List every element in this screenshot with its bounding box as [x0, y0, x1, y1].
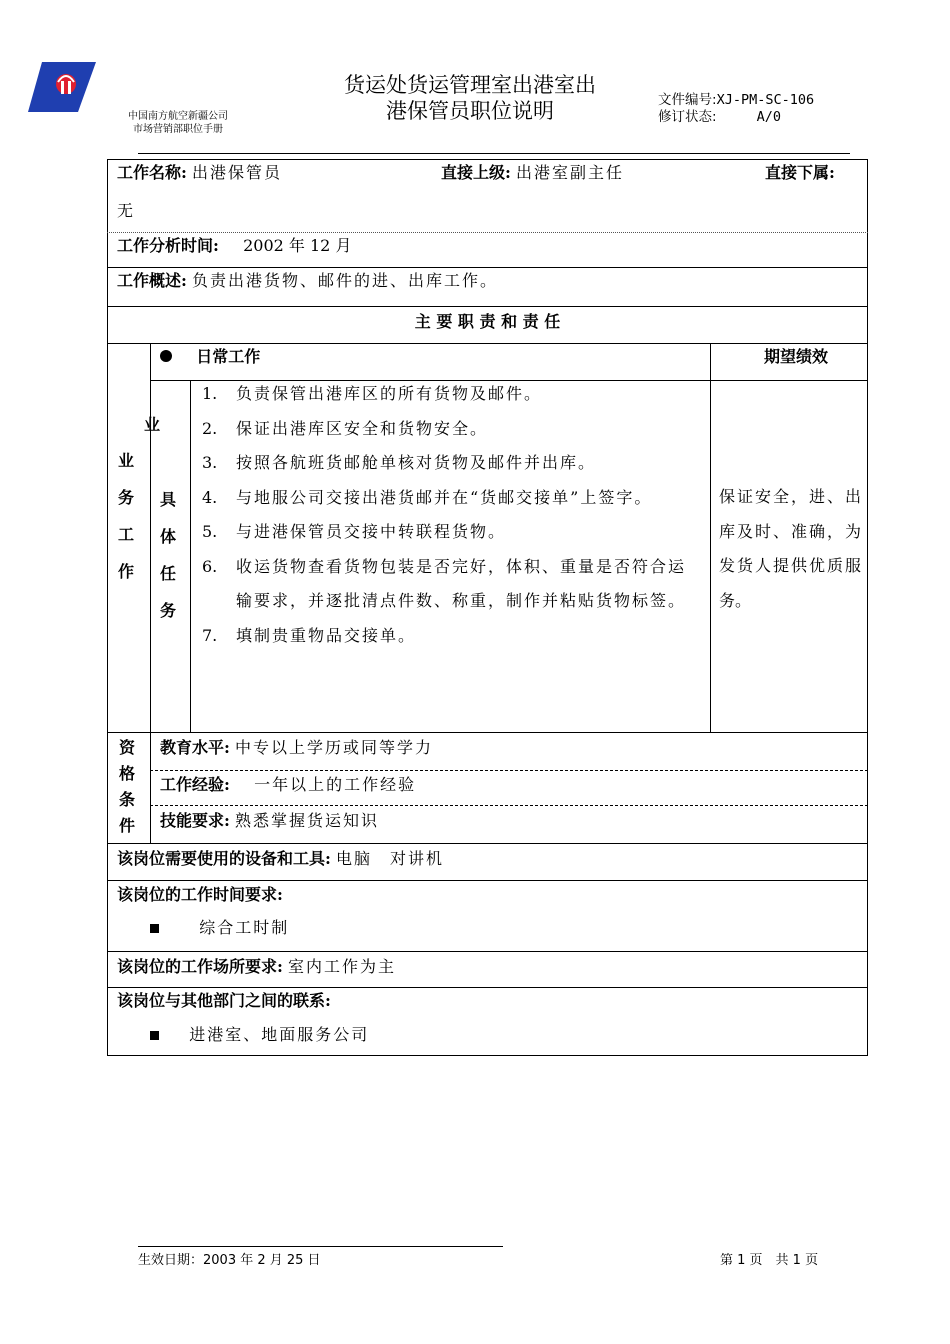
task-item — [202, 446, 700, 481]
subordinate-label: 直接下属 — [765, 163, 830, 182]
task-list — [202, 377, 700, 653]
superior-label: 直接上级 — [441, 163, 506, 182]
row-divider — [107, 987, 868, 988]
row-divider-dashed — [150, 805, 868, 806]
expected-performance: 保证安全，进、出库及时、准确，为发货人提供优质服务。 — [719, 487, 861, 610]
superior: 出港室副主任 — [516, 163, 625, 182]
row-divider — [107, 880, 868, 881]
task-text: 与地服公司交接出港货邮并在“货邮交接单”上签字。 — [236, 487, 653, 507]
analysis-time: 2002 年 12 月 — [243, 236, 352, 255]
skills-label: 技能要求 — [160, 811, 225, 830]
row-divider — [107, 843, 868, 844]
row-divider — [107, 267, 868, 268]
company-name — [128, 110, 228, 136]
experience-row: 工作经验: 一年以上的工作经验 — [160, 775, 417, 794]
category-business-work: 业 务 工 作 — [117, 451, 134, 581]
company-logo — [28, 62, 96, 112]
page-title — [300, 72, 640, 124]
experience-label: 工作经验 — [160, 775, 225, 794]
duties-section-title: 主 要 职 责 和 责 任 — [414, 312, 561, 331]
equipment-row: 该岗位需要使用的设备和工具: 电脑 对讲机 — [117, 849, 445, 868]
col-divider — [190, 380, 191, 732]
task-item — [202, 550, 700, 619]
education-label: 教育水平 — [160, 738, 225, 757]
overview-row: 工作概述: 负责出港货物、邮件的进、出库工作。 — [117, 271, 499, 290]
task-number: 6. — [202, 556, 218, 576]
sub-category-specific-tasks: 具 体 任 务 — [159, 490, 176, 620]
education: 中专以上学历或同等学力 — [235, 738, 434, 757]
superior-row: 直接上级: 出港室副主任 — [441, 163, 625, 182]
workplace: 室内工作为主 — [288, 957, 397, 976]
rev-status: A/0 — [756, 109, 781, 125]
task-item — [202, 619, 700, 654]
header-divider — [138, 153, 850, 154]
title-line-2: 港保管员职位说明 — [386, 99, 554, 123]
relations-label: 该岗位与其他部门之间的联系: — [117, 991, 331, 1010]
row-divider-dashed — [150, 770, 868, 771]
title-line-1: 货运处货运管理室出港室出 — [344, 73, 596, 97]
qualifications-label: 资 格 条 件 — [118, 738, 135, 835]
row-divider — [107, 232, 868, 233]
sub-category-char: 业 — [143, 415, 160, 434]
task-text: 保证出港库区安全和货物安全。 — [236, 418, 489, 438]
job-name-row: 工作名称: 出港保管员 — [117, 163, 283, 182]
doc-no-label: 文件编号: — [658, 92, 717, 108]
document-meta — [658, 92, 814, 126]
education-row: 教育水平: 中专以上学历或同等学力 — [160, 738, 434, 757]
footer-divider — [138, 1246, 503, 1247]
skills: 熟悉掌握货运知识 — [235, 811, 380, 830]
task-text: 收运货物查看货物包装是否完好，体积、重量是否符合运输要求，并逐批清点件数、称重，制作并粘贴货物标签。 — [236, 556, 687, 610]
skills-row: 技能要求: 熟悉掌握货运知识 — [160, 811, 380, 830]
task-number: 5. — [202, 522, 218, 541]
task-item — [202, 481, 700, 516]
task-text: 按照各航班货邮舱单核对货物及邮件并出库。 — [236, 453, 597, 472]
job-name: 出港保管员 — [192, 163, 283, 182]
subordinate: 无 — [117, 201, 134, 220]
daily-work-header — [160, 347, 260, 367]
task-number: 7. — [202, 625, 218, 645]
task-text: 负责保管出港库区的所有货物及邮件。 — [236, 384, 543, 403]
task-item — [202, 412, 700, 447]
task-item — [202, 515, 700, 550]
square-bullet-icon — [150, 1031, 159, 1040]
work-time: 综合工时制 — [199, 918, 290, 937]
task-text: 与进港保管员交接中转联程货物。 — [236, 522, 507, 541]
analysis-row — [117, 236, 351, 256]
square-bullet-icon — [150, 924, 159, 933]
relations-row — [150, 1025, 369, 1045]
equipment-label: 该岗位需要使用的设备和工具 — [117, 849, 326, 868]
subordinate-row: 直接下属: — [765, 163, 835, 182]
analysis-label: 工作分析时间: — [117, 236, 219, 255]
page-number: 第 1 页 共 1 页 — [720, 1253, 819, 1268]
experience: 一年以上的工作经验 — [254, 775, 417, 794]
effective-date: 生效日期：2003 年 2 月 25 日 — [138, 1253, 321, 1268]
task-text: 填制贵重物品交接单。 — [236, 625, 417, 645]
workplace-label: 该岗位的工作场所要求 — [117, 957, 278, 976]
job-name-label: 工作名称 — [117, 163, 182, 182]
row-divider — [107, 951, 868, 952]
work-time-row — [150, 918, 289, 938]
equipment: 电脑 对讲机 — [336, 849, 445, 868]
workplace-row: 该岗位的工作场所要求: 室内工作为主 — [117, 957, 397, 976]
overview: 负责出港货物、邮件的进、出库工作。 — [192, 271, 499, 290]
relations: 进港室、地面服务公司 — [189, 1025, 370, 1044]
overview-label: 工作概述 — [117, 271, 182, 290]
task-number: 3. — [202, 453, 218, 472]
task-item — [202, 377, 700, 412]
company-name-text: 中国南方航空新疆公司 — [128, 111, 228, 122]
work-time-label: 该岗位的工作时间要求: — [117, 885, 283, 904]
daily-work-label: 日常工作 — [196, 347, 261, 366]
row-divider — [107, 732, 868, 733]
task-number: 4. — [202, 487, 218, 507]
row-divider — [107, 343, 868, 344]
doc-no: XJ-PM-SC-106 — [716, 92, 815, 108]
performance-label: 期望绩效 — [764, 347, 829, 366]
rev-label: 修订状态: — [658, 109, 717, 125]
task-number: 1. — [202, 384, 218, 403]
manual-name: 市场营销部职位手册 — [133, 124, 223, 135]
bullet-icon — [160, 350, 172, 362]
task-number: 2. — [202, 418, 218, 438]
col-divider — [710, 343, 711, 732]
row-divider — [107, 306, 868, 307]
